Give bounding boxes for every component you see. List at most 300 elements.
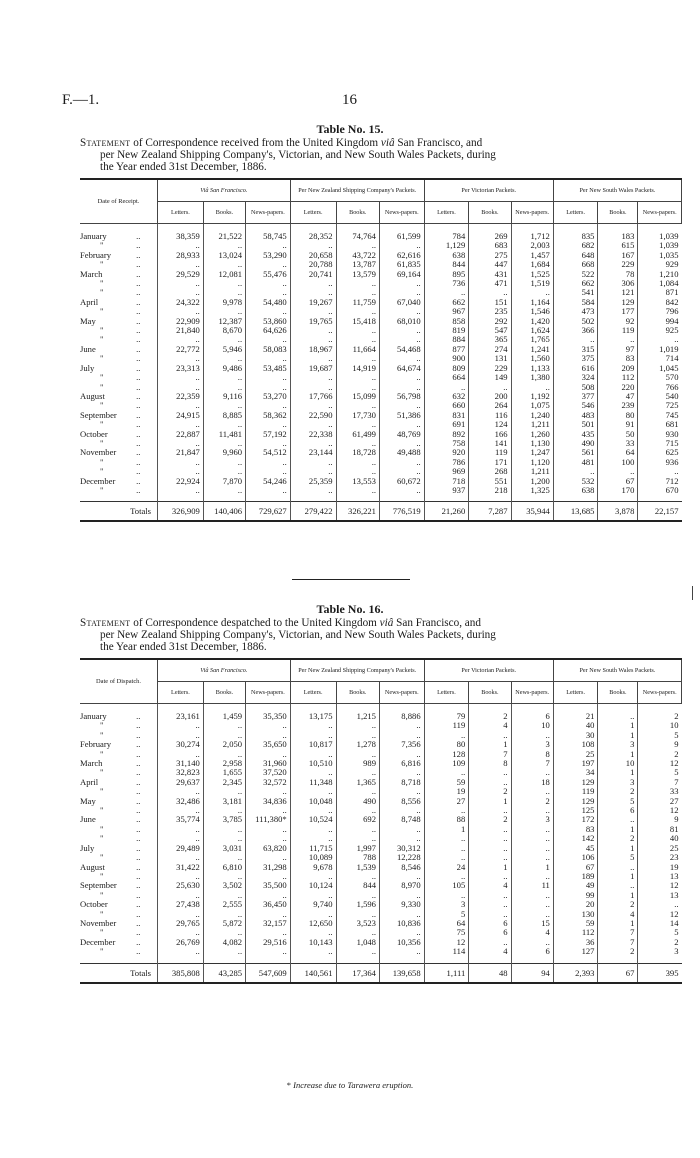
- month-label: ": [100, 438, 104, 448]
- data-cell: ..: [424, 731, 469, 740]
- data-cell: 125: [553, 806, 598, 815]
- month-cell: [80, 439, 158, 448]
- month-label: ": [100, 241, 104, 251]
- data-cell: 2: [469, 815, 511, 824]
- data-cell: 197: [553, 759, 598, 768]
- data-cell: 31,422: [158, 863, 204, 872]
- table-row: [80, 891, 682, 900]
- data-cell: 2: [598, 834, 638, 843]
- data-cell: 1,048: [336, 938, 379, 947]
- data-cell: 121: [598, 288, 638, 297]
- data-cell: ..: [290, 928, 336, 937]
- data-cell: 306: [598, 279, 638, 288]
- leader-dots: ..: [134, 937, 141, 947]
- data-cell: ..: [158, 891, 204, 900]
- data-cell: 32,486: [158, 797, 204, 806]
- table-row: [80, 806, 682, 815]
- data-cell: ..: [379, 307, 424, 316]
- data-cell: ..: [246, 279, 291, 288]
- month-cell: [80, 891, 158, 900]
- data-cell: 5: [424, 910, 469, 919]
- data-cell: 1,712: [511, 224, 553, 242]
- leader-dots: ..: [134, 900, 141, 910]
- data-cell: ..: [379, 768, 424, 777]
- data-cell: 2: [469, 787, 511, 796]
- data-cell: 83: [553, 825, 598, 834]
- table-row: [80, 778, 682, 787]
- data-cell: 638: [424, 251, 469, 260]
- table-row: [80, 326, 682, 335]
- table-row: [80, 420, 682, 429]
- data-cell: 615: [598, 241, 638, 250]
- data-cell: ..: [290, 872, 336, 881]
- data-cell: 1,200: [511, 477, 553, 486]
- month-label: ": [100, 373, 104, 383]
- leader-dots: ..: [134, 288, 141, 298]
- subcolumn-header: Letters.: [424, 202, 469, 224]
- data-cell: ..: [511, 806, 553, 815]
- data-cell: 61,499: [336, 430, 379, 439]
- data-cell: 3,523: [336, 919, 379, 928]
- data-cell: 895: [424, 270, 469, 279]
- month-label: ": [100, 824, 104, 834]
- data-cell: ..: [336, 326, 379, 335]
- data-cell: 269: [469, 224, 511, 242]
- data-cell: ..: [203, 241, 245, 250]
- data-cell: 7: [598, 938, 638, 947]
- data-cell: ..: [158, 834, 204, 843]
- data-cell: ..: [598, 881, 638, 890]
- data-cell: 19,267: [290, 298, 336, 307]
- leader-dots: ..: [134, 759, 141, 769]
- data-cell: 3,031: [203, 844, 245, 853]
- data-cell: 12: [424, 938, 469, 947]
- month-label: August: [80, 391, 105, 401]
- data-cell: 1: [469, 797, 511, 806]
- total-cell: 140,406: [203, 502, 245, 522]
- data-cell: 35,774: [158, 815, 204, 824]
- data-cell: ..: [290, 768, 336, 777]
- data-cell: 844: [424, 260, 469, 269]
- data-cell: 920: [424, 448, 469, 457]
- data-cell: 13: [638, 872, 682, 881]
- totals-label: Totals: [80, 502, 158, 522]
- data-cell: 67: [598, 477, 638, 486]
- data-cell: ..: [553, 335, 598, 344]
- data-cell: ..: [290, 335, 336, 344]
- data-cell: 129: [553, 797, 598, 806]
- data-cell: 13,579: [336, 270, 379, 279]
- data-cell: ..: [469, 825, 511, 834]
- data-cell: ..: [379, 383, 424, 392]
- statement-label: Statement: [80, 617, 131, 629]
- data-cell: 1,525: [511, 270, 553, 279]
- data-cell: 1: [598, 731, 638, 740]
- data-cell: 365: [469, 335, 511, 344]
- month-label: December: [80, 937, 116, 947]
- data-cell: ..: [246, 420, 291, 429]
- leader-dots: ..: [134, 824, 141, 834]
- data-cell: ..: [379, 373, 424, 382]
- data-cell: 80: [424, 740, 469, 749]
- data-cell: 30,274: [158, 740, 204, 749]
- data-cell: 435: [553, 430, 598, 439]
- month-label: November: [80, 918, 117, 928]
- data-cell: 274: [469, 345, 511, 354]
- data-cell: 67,040: [379, 298, 424, 307]
- data-cell: 871: [638, 288, 682, 297]
- data-cell: 11,348: [290, 778, 336, 787]
- data-cell: 68,010: [379, 317, 424, 326]
- data-cell: ..: [290, 486, 336, 502]
- leader-dots: ..: [134, 711, 141, 721]
- month-cell: [80, 373, 158, 382]
- month-label: ": [100, 730, 104, 740]
- data-cell: 171: [469, 458, 511, 467]
- month-cell: [80, 430, 158, 439]
- data-cell: 119: [598, 326, 638, 335]
- data-cell: 209: [598, 364, 638, 373]
- data-cell: ..: [379, 750, 424, 759]
- group-label: Viâ San Francisco.: [200, 667, 248, 674]
- data-cell: ..: [424, 834, 469, 843]
- data-cell: 1: [598, 750, 638, 759]
- month-cell: [80, 919, 158, 928]
- data-cell: ..: [246, 825, 291, 834]
- data-cell: 377: [553, 392, 598, 401]
- data-cell: 1,247: [511, 448, 553, 457]
- data-cell: 532: [553, 477, 598, 486]
- data-cell: ..: [336, 288, 379, 297]
- data-cell: 1,075: [511, 401, 553, 410]
- data-cell: 9,678: [290, 863, 336, 872]
- subcolumn-header: Books.: [336, 202, 379, 224]
- month-cell: [80, 825, 158, 834]
- total-cell: 326,909: [158, 502, 204, 522]
- data-cell: ..: [203, 721, 245, 730]
- data-cell: 1,192: [511, 392, 553, 401]
- data-cell: 490: [336, 797, 379, 806]
- data-cell: ..: [246, 383, 291, 392]
- data-cell: 53,860: [246, 317, 291, 326]
- data-cell: 106: [553, 853, 598, 862]
- subcolumn-header: News-papers.: [246, 202, 291, 224]
- total-cell: 22,157: [638, 502, 682, 522]
- leader-dots: ..: [134, 918, 141, 928]
- month-cell: [80, 844, 158, 853]
- data-cell: 1: [598, 891, 638, 900]
- data-cell: ..: [158, 721, 204, 730]
- data-cell: ..: [379, 458, 424, 467]
- month-cell: [80, 853, 158, 862]
- table-row: [80, 251, 682, 260]
- data-cell: 53,290: [246, 251, 291, 260]
- data-cell: 1,211: [511, 467, 553, 476]
- data-cell: ..: [158, 279, 204, 288]
- data-cell: 15,099: [336, 392, 379, 401]
- subcolumn-header: News-papers.: [379, 682, 424, 704]
- data-cell: ..: [379, 401, 424, 410]
- data-cell: 1,420: [511, 317, 553, 326]
- data-cell: 2,345: [203, 778, 245, 787]
- data-cell: ..: [511, 768, 553, 777]
- leader-dots: ..: [134, 401, 141, 411]
- table-row: [80, 392, 682, 401]
- data-cell: 508: [553, 383, 598, 392]
- month-cell: [80, 326, 158, 335]
- data-cell: 989: [336, 759, 379, 768]
- leader-dots: ..: [134, 335, 141, 345]
- month-cell: [80, 383, 158, 392]
- data-cell: ..: [158, 467, 204, 476]
- month-label: ": [100, 806, 104, 816]
- data-cell: 3: [424, 900, 469, 909]
- month-cell: [80, 260, 158, 269]
- month-label: ": [100, 354, 104, 364]
- month-label: ": [100, 834, 104, 844]
- data-cell: 831: [424, 411, 469, 420]
- data-cell: 8,970: [379, 881, 424, 890]
- data-cell: ..: [158, 335, 204, 344]
- month-cell: [80, 750, 158, 759]
- total-cell: 395: [638, 963, 682, 983]
- data-cell: 2: [511, 797, 553, 806]
- data-cell: ..: [158, 383, 204, 392]
- data-cell: 119: [424, 721, 469, 730]
- leader-dots: ..: [134, 382, 141, 392]
- month-cell: [80, 797, 158, 806]
- data-cell: ..: [203, 288, 245, 297]
- data-cell: 936: [638, 458, 682, 467]
- data-cell: 114: [424, 947, 469, 963]
- subcolumn-header: Books.: [336, 682, 379, 704]
- data-cell: ..: [158, 354, 204, 363]
- data-cell: 10,356: [379, 938, 424, 947]
- total-cell: 326,221: [336, 502, 379, 522]
- data-cell: ..: [203, 872, 245, 881]
- data-cell: 366: [553, 326, 598, 335]
- data-cell: ..: [638, 900, 682, 909]
- data-cell: 166: [469, 430, 511, 439]
- total-cell: 7,287: [469, 502, 511, 522]
- data-cell: 19,687: [290, 364, 336, 373]
- data-cell: 584: [553, 298, 598, 307]
- month-cell: [80, 900, 158, 909]
- month-cell: [80, 910, 158, 919]
- data-cell: 62,616: [379, 251, 424, 260]
- table-row: [80, 787, 682, 796]
- data-cell: 844: [336, 881, 379, 890]
- data-cell: ..: [511, 910, 553, 919]
- data-cell: 3,785: [203, 815, 245, 824]
- data-cell: 3: [598, 778, 638, 787]
- subcolumn-header: News-papers.: [638, 682, 682, 704]
- data-cell: ..: [203, 787, 245, 796]
- data-cell: 7,870: [203, 477, 245, 486]
- data-cell: ..: [290, 787, 336, 796]
- data-cell: 64,626: [246, 326, 291, 335]
- subcolumn-header: Letters.: [424, 682, 469, 704]
- data-cell: ..: [158, 872, 204, 881]
- data-cell: 712: [638, 477, 682, 486]
- data-cell: 55,476: [246, 270, 291, 279]
- data-cell: ..: [246, 947, 291, 963]
- data-cell: ..: [158, 825, 204, 834]
- data-cell: 10,143: [290, 938, 336, 947]
- data-cell: 25,630: [158, 881, 204, 890]
- month-label: October: [80, 429, 108, 439]
- data-cell: 546: [553, 401, 598, 410]
- desc-text-after: San Francisco, and: [394, 137, 483, 149]
- data-cell: ..: [290, 279, 336, 288]
- data-cell: ..: [424, 288, 469, 297]
- data-cell: ..: [469, 768, 511, 777]
- data-cell: ..: [336, 834, 379, 843]
- month-label: ": [100, 853, 104, 863]
- data-cell: ..: [379, 721, 424, 730]
- data-cell: 22,924: [158, 477, 204, 486]
- subcolumn-header: Books.: [469, 682, 511, 704]
- data-cell: ..: [469, 806, 511, 815]
- subcolumn-header: News-papers.: [638, 202, 682, 224]
- data-cell: 447: [469, 260, 511, 269]
- data-cell: ..: [203, 458, 245, 467]
- data-cell: 64: [424, 919, 469, 928]
- month-label: June: [80, 815, 96, 825]
- data-cell: 5: [638, 768, 682, 777]
- data-cell: 1,039: [638, 224, 682, 242]
- month-label: May: [80, 316, 96, 326]
- data-cell: 35,350: [246, 704, 291, 722]
- data-cell: ..: [203, 335, 245, 344]
- data-cell: ..: [203, 947, 245, 963]
- data-cell: 7: [638, 778, 682, 787]
- data-cell: ..: [511, 853, 553, 862]
- data-cell: 31,140: [158, 759, 204, 768]
- month-cell: [80, 335, 158, 344]
- leader-dots: ..: [134, 250, 141, 260]
- data-cell: 2,003: [511, 241, 553, 250]
- data-cell: ..: [469, 731, 511, 740]
- month-cell: [80, 241, 158, 250]
- data-cell: 22,338: [290, 430, 336, 439]
- desc-line-3: the Year ended 31st December, 1886.: [100, 161, 267, 173]
- data-cell: 112: [553, 928, 598, 937]
- data-cell: 8,886: [379, 704, 424, 722]
- data-cell: 54,246: [246, 477, 291, 486]
- table-row: [80, 448, 682, 457]
- data-cell: 29,637: [158, 778, 204, 787]
- data-cell: 59: [424, 778, 469, 787]
- data-cell: ..: [336, 928, 379, 937]
- month-label: April: [80, 297, 99, 307]
- month-cell: [80, 486, 158, 502]
- leader-dots: ..: [134, 853, 141, 863]
- data-cell: ..: [379, 787, 424, 796]
- data-cell: 1,241: [511, 345, 553, 354]
- data-cell: 9,740: [290, 900, 336, 909]
- data-cell: 43,722: [336, 251, 379, 260]
- data-cell: 22,772: [158, 345, 204, 354]
- month-label: February: [80, 740, 112, 750]
- section-divider: [292, 579, 410, 580]
- data-cell: 78: [598, 270, 638, 279]
- data-cell: 50: [598, 430, 638, 439]
- leader-dots: ..: [134, 777, 141, 787]
- data-cell: 5,946: [203, 345, 245, 354]
- data-cell: 38,359: [158, 224, 204, 242]
- data-cell: 47: [598, 392, 638, 401]
- data-cell: ..: [336, 354, 379, 363]
- data-cell: 3,181: [203, 797, 245, 806]
- data-cell: ..: [158, 241, 204, 250]
- data-cell: ..: [246, 486, 291, 502]
- data-cell: 858: [424, 317, 469, 326]
- data-cell: 1: [511, 863, 553, 872]
- data-cell: 929: [638, 260, 682, 269]
- subcolumn-header: Letters.: [158, 202, 204, 224]
- footnote-text: Increase due to Tarawera eruption.: [291, 1080, 414, 1090]
- subcolumn-header: Letters.: [553, 202, 598, 224]
- data-cell: ..: [290, 307, 336, 316]
- month-cell: [80, 420, 158, 429]
- data-cell: 662: [553, 279, 598, 288]
- data-cell: 54,512: [246, 448, 291, 457]
- table-row: [80, 279, 682, 288]
- data-cell: 88: [424, 815, 469, 824]
- month-label: ": [100, 335, 104, 345]
- data-cell: 13,024: [203, 251, 245, 260]
- data-cell: 758: [424, 439, 469, 448]
- data-cell: ..: [246, 335, 291, 344]
- data-cell: ..: [203, 467, 245, 476]
- data-cell: 13: [638, 891, 682, 900]
- data-cell: ..: [336, 439, 379, 448]
- desc-line-2: per New Zealand Shipping Company's, Victorian, and New South Wales Packets, during: [100, 149, 496, 161]
- data-cell: 638: [553, 486, 598, 502]
- data-cell: 21,840: [158, 326, 204, 335]
- data-cell: ..: [336, 373, 379, 382]
- table-16-title: Table No. 16.: [316, 602, 384, 616]
- data-cell: ..: [203, 401, 245, 410]
- month-label: ": [100, 326, 104, 336]
- data-cell: ..: [424, 768, 469, 777]
- data-cell: 490: [553, 439, 598, 448]
- month-label: ": [100, 871, 104, 881]
- data-cell: 119: [553, 787, 598, 796]
- leader-dots: ..: [134, 881, 141, 891]
- data-cell: ..: [469, 853, 511, 862]
- data-cell: 9,330: [379, 900, 424, 909]
- data-cell: 471: [469, 279, 511, 288]
- data-cell: ..: [246, 354, 291, 363]
- table-15-description: [80, 137, 680, 173]
- total-cell: 21,260: [424, 502, 469, 522]
- data-cell: ..: [246, 872, 291, 881]
- month-cell: [80, 224, 158, 242]
- data-cell: ..: [336, 750, 379, 759]
- data-cell: 18,967: [290, 345, 336, 354]
- data-cell: ..: [511, 834, 553, 843]
- data-cell: 128: [424, 750, 469, 759]
- leader-dots: ..: [134, 862, 141, 872]
- month-cell: [80, 354, 158, 363]
- month-cell: [80, 279, 158, 288]
- data-cell: ..: [469, 844, 511, 853]
- data-cell: ..: [379, 731, 424, 740]
- table-row: [80, 731, 682, 740]
- data-cell: ..: [469, 383, 511, 392]
